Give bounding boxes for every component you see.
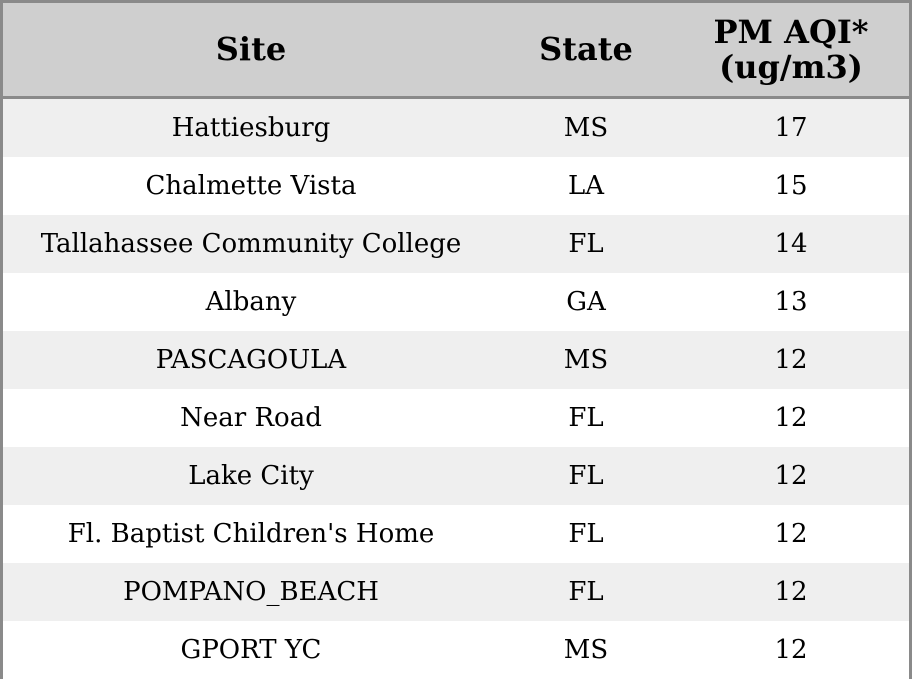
state-cell: GA	[499, 273, 673, 331]
header-pm-aqi-unit: (ug/m3)	[719, 47, 863, 86]
site-cell: Hattiesburg	[3, 98, 499, 158]
site-cell: Fl. Baptist Children's Home	[3, 505, 499, 563]
site-cell: Near Road	[3, 389, 499, 447]
table-row	[3, 157, 909, 215]
header-row	[3, 3, 909, 98]
state-cell: FL	[499, 563, 673, 621]
table-row	[3, 331, 909, 389]
site-cell: POMPANO_BEACH	[3, 563, 499, 621]
state-cell: MS	[499, 331, 673, 389]
header-state: State	[499, 3, 673, 98]
state-cell: FL	[499, 215, 673, 273]
state-cell: LA	[499, 157, 673, 215]
table-header	[3, 3, 909, 98]
pm-aqi-cell: 13	[673, 273, 909, 331]
table-row	[3, 98, 909, 158]
site-cell: Chalmette Vista	[3, 157, 499, 215]
table-row	[3, 447, 909, 505]
pm-aqi-cell: 12	[673, 447, 909, 505]
state-cell: MS	[499, 98, 673, 158]
aqi-table	[3, 3, 909, 679]
site-cell: Lake City	[3, 447, 499, 505]
pm-aqi-cell: 14	[673, 215, 909, 273]
pm-aqi-cell: 17	[673, 98, 909, 158]
table-row	[3, 563, 909, 621]
pm-aqi-cell: 12	[673, 505, 909, 563]
site-cell: GPORT YC	[3, 621, 499, 679]
pm-aqi-cell: 15	[673, 157, 909, 215]
pm-aqi-cell: 12	[673, 563, 909, 621]
pm-aqi-cell: 12	[673, 331, 909, 389]
header-pm-aqi-label: PM AQI*	[713, 12, 869, 51]
state-cell: FL	[499, 505, 673, 563]
table-row	[3, 621, 909, 679]
site-cell: PASCAGOULA	[3, 331, 499, 389]
table-body	[3, 98, 909, 679]
table-row	[3, 389, 909, 447]
header-site: Site	[3, 3, 499, 98]
state-cell: FL	[499, 389, 673, 447]
pm-aqi-cell: 12	[673, 621, 909, 679]
site-cell: Tallahassee Community College	[3, 215, 499, 273]
site-cell: Albany	[3, 273, 499, 331]
state-cell: MS	[499, 621, 673, 679]
table-row	[3, 505, 909, 563]
pm-aqi-cell: 12	[673, 389, 909, 447]
table-row	[3, 273, 909, 331]
table-row	[3, 215, 909, 273]
state-cell: FL	[499, 447, 673, 505]
header-pm-aqi	[673, 3, 909, 98]
